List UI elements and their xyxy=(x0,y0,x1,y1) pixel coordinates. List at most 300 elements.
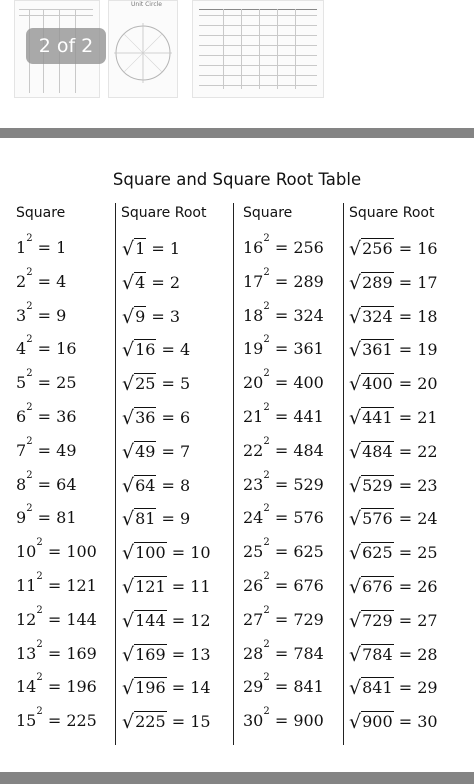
equals-sign: = xyxy=(269,677,294,696)
square-result: 49 xyxy=(56,441,77,460)
equals-sign: = xyxy=(269,610,294,629)
radical-sign-icon: √ xyxy=(122,508,135,530)
equals-sign: = xyxy=(393,442,418,461)
square-root-entry xyxy=(349,642,438,666)
radical-sign-icon: √ xyxy=(349,373,362,395)
square-exponent: 2 xyxy=(26,301,33,312)
radical-sign-icon: √ xyxy=(349,508,362,530)
square-entry xyxy=(243,402,324,429)
equals-sign: = xyxy=(156,476,181,495)
square-root-result: 23 xyxy=(417,476,438,495)
square-exponent: 2 xyxy=(263,402,270,413)
square-entry xyxy=(16,706,97,733)
equals-sign: = xyxy=(42,711,67,730)
radical-sign-icon: √ xyxy=(349,238,362,260)
square-entry xyxy=(243,639,324,666)
square-entry xyxy=(16,233,67,260)
square-root-entry xyxy=(122,709,211,733)
radicand: 324 xyxy=(362,307,393,326)
square-result: 900 xyxy=(293,711,324,730)
radicand: 625 xyxy=(362,543,393,562)
square-root-entry xyxy=(349,304,438,328)
radical xyxy=(349,608,394,633)
equals-sign: = xyxy=(269,475,294,494)
square-root-entry xyxy=(349,270,438,294)
square-root-result: 4 xyxy=(180,340,191,359)
square-root-result: 26 xyxy=(417,577,438,596)
radical xyxy=(122,709,167,734)
radical-sign-icon: √ xyxy=(122,339,135,361)
radical xyxy=(122,540,167,565)
square-root-result: 2 xyxy=(169,273,181,292)
equals-sign: = xyxy=(146,239,170,258)
square-entry xyxy=(16,672,97,699)
square-root-entry xyxy=(122,304,180,328)
radicand: 676 xyxy=(362,577,393,596)
square-root-entry xyxy=(349,236,438,260)
square-entry xyxy=(16,605,97,632)
square-base: 16 xyxy=(243,238,264,257)
equals-sign: = xyxy=(32,475,57,494)
radicand: 841 xyxy=(362,678,393,697)
square-base: 6 xyxy=(16,407,27,426)
equals-sign: = xyxy=(269,339,294,358)
square-root-result: 21 xyxy=(417,408,438,427)
radical-sign-icon: √ xyxy=(349,272,362,294)
square-root-entry xyxy=(349,473,438,497)
square-exponent: 2 xyxy=(263,267,270,278)
equals-sign: = xyxy=(393,239,418,258)
radical-sign-icon: √ xyxy=(122,441,135,463)
equals-sign: = xyxy=(42,576,67,595)
square-root-result: 9 xyxy=(180,509,191,528)
square-exponent: 2 xyxy=(36,639,43,650)
square-entry xyxy=(16,368,77,395)
square-root-result: 5 xyxy=(180,374,191,393)
square-exponent: 2 xyxy=(263,301,270,312)
radical xyxy=(349,304,394,329)
square-base: 20 xyxy=(243,373,264,392)
square-result: 784 xyxy=(293,644,324,663)
radicand: 400 xyxy=(362,374,393,393)
square-base: 15 xyxy=(16,711,37,730)
square-result: 81 xyxy=(56,508,77,527)
square-root-entry xyxy=(349,337,438,361)
square-base: 8 xyxy=(16,475,27,494)
square-entry xyxy=(243,368,324,395)
square-exponent: 2 xyxy=(263,605,270,616)
square-base: 27 xyxy=(243,610,264,629)
square-root-result: 30 xyxy=(417,712,438,731)
radicand: 729 xyxy=(362,611,393,630)
square-entry xyxy=(243,706,324,733)
square-exponent: 2 xyxy=(263,334,270,345)
square-root-entry xyxy=(349,439,438,463)
equals-sign: = xyxy=(166,645,191,664)
square-root-result: 13 xyxy=(190,645,211,664)
equals-sign: = xyxy=(269,407,294,426)
square-root-entry xyxy=(122,439,190,463)
radical-sign-icon: √ xyxy=(122,711,135,733)
square-root-result: 16 xyxy=(417,239,438,258)
square-result: 676 xyxy=(293,576,324,595)
column-divider xyxy=(115,203,116,745)
square-root-entry xyxy=(349,506,438,530)
square-entry xyxy=(16,402,77,429)
square-root-result: 25 xyxy=(417,543,438,562)
radical-sign-icon: √ xyxy=(122,610,135,632)
radicand: 121 xyxy=(135,577,166,596)
square-root-entry xyxy=(122,642,211,666)
radical xyxy=(349,405,394,430)
square-entry xyxy=(243,470,324,497)
equals-sign: = xyxy=(42,610,67,629)
radical xyxy=(349,473,394,498)
equals-sign: = xyxy=(42,542,67,561)
thumbnail-unit-circle[interactable] xyxy=(108,0,178,98)
thumbnail-page-3[interactable] xyxy=(192,0,324,98)
square-root-result: 28 xyxy=(417,645,438,664)
equals-sign: = xyxy=(166,611,191,630)
radical xyxy=(349,709,394,734)
square-root-entry xyxy=(122,608,211,632)
square-exponent: 2 xyxy=(36,571,43,582)
square-base: 5 xyxy=(16,373,27,392)
square-exponent: 2 xyxy=(263,503,270,514)
square-root-result: 27 xyxy=(417,611,438,630)
square-result: 729 xyxy=(293,610,324,629)
radicand: 784 xyxy=(362,645,393,664)
square-result: 100 xyxy=(66,542,97,561)
equals-sign: = xyxy=(393,543,418,562)
radicand: 484 xyxy=(362,442,393,461)
equals-sign: = xyxy=(393,611,418,630)
radical xyxy=(122,574,167,599)
square-exponent: 2 xyxy=(26,368,33,379)
square-root-result: 19 xyxy=(417,340,438,359)
radical xyxy=(349,337,394,362)
square-base: 23 xyxy=(243,475,264,494)
square-entry xyxy=(16,537,97,564)
square-exponent: 2 xyxy=(263,706,270,717)
square-result: 4 xyxy=(56,272,67,291)
equals-sign: = xyxy=(32,508,57,527)
square-result: 361 xyxy=(293,339,324,358)
square-result: 64 xyxy=(56,475,77,494)
radical xyxy=(122,439,156,464)
equals-sign: = xyxy=(156,340,181,359)
equals-sign: = xyxy=(269,508,294,527)
square-exponent: 2 xyxy=(263,436,270,447)
radical-sign-icon: √ xyxy=(122,238,135,260)
square-entry xyxy=(243,503,324,530)
square-entry xyxy=(243,436,324,463)
square-root-entry xyxy=(122,473,190,497)
page-title: Square and Square Root Table xyxy=(112,170,362,189)
radical xyxy=(122,675,167,700)
square-result: 1 xyxy=(56,238,67,257)
column-divider xyxy=(343,203,344,745)
square-root-entry xyxy=(349,371,438,395)
square-base: 3 xyxy=(16,306,27,325)
square-root-result: 3 xyxy=(169,307,181,326)
equals-sign: = xyxy=(269,441,294,460)
equals-sign: = xyxy=(156,374,181,393)
square-entry xyxy=(16,436,77,463)
square-entry xyxy=(243,301,324,328)
square-root-entry xyxy=(349,608,438,632)
square-root-result: 20 xyxy=(417,374,438,393)
equals-sign: = xyxy=(393,509,418,528)
equals-sign: = xyxy=(393,408,418,427)
equals-sign: = xyxy=(156,509,181,528)
radicand: 36 xyxy=(135,408,156,427)
square-entry xyxy=(16,639,97,666)
square-result: 169 xyxy=(66,644,97,663)
square-result: 36 xyxy=(56,407,77,426)
square-root-result: 6 xyxy=(180,408,191,427)
square-base: 29 xyxy=(243,677,264,696)
equals-sign: = xyxy=(393,273,418,292)
square-exponent: 2 xyxy=(26,402,33,413)
radical xyxy=(122,304,146,329)
square-root-result: 11 xyxy=(190,577,211,596)
square-entry xyxy=(16,267,67,294)
square-result: 121 xyxy=(66,576,97,595)
equals-sign: = xyxy=(166,678,191,697)
square-base: 4 xyxy=(16,339,27,358)
square-entry xyxy=(243,605,324,632)
square-exponent: 2 xyxy=(26,233,33,244)
radical-sign-icon: √ xyxy=(122,373,135,395)
square-base: 9 xyxy=(16,508,27,527)
square-result: 576 xyxy=(293,508,324,527)
radical xyxy=(349,574,394,599)
square-result: 529 xyxy=(293,475,324,494)
square-root-result: 24 xyxy=(417,509,438,528)
radical xyxy=(349,540,394,565)
square-base: 18 xyxy=(243,306,264,325)
square-result: 196 xyxy=(66,677,97,696)
square-result: 16 xyxy=(56,339,77,358)
square-root-entry xyxy=(122,574,211,598)
radical xyxy=(122,371,156,396)
square-exponent: 2 xyxy=(263,470,270,481)
square-root-entry xyxy=(122,506,190,530)
square-base: 26 xyxy=(243,576,264,595)
square-root-result: 8 xyxy=(180,476,191,495)
radical xyxy=(122,236,146,261)
square-root-entry xyxy=(349,405,438,429)
square-result: 841 xyxy=(293,677,324,696)
square-exponent: 2 xyxy=(36,537,43,548)
radical xyxy=(349,270,394,295)
square-root-result: 18 xyxy=(417,307,438,326)
square-exponent: 2 xyxy=(26,334,33,345)
radical-sign-icon: √ xyxy=(122,306,135,328)
radicand: 256 xyxy=(362,239,393,258)
radical-sign-icon: √ xyxy=(349,475,362,497)
radical-sign-icon: √ xyxy=(349,677,362,699)
square-base: 7 xyxy=(16,441,27,460)
square-root-entry xyxy=(122,540,211,564)
square-exponent: 2 xyxy=(263,571,270,582)
square-exponent: 2 xyxy=(26,436,33,447)
equals-sign: = xyxy=(393,476,418,495)
square-entry xyxy=(243,672,324,699)
equals-sign: = xyxy=(269,644,294,663)
square-result: 484 xyxy=(293,441,324,460)
square-root-result: 1 xyxy=(169,239,181,258)
radical-sign-icon: √ xyxy=(122,644,135,666)
square-base: 25 xyxy=(243,542,264,561)
radical xyxy=(122,270,146,295)
square-entry xyxy=(16,301,67,328)
equals-sign: = xyxy=(393,340,418,359)
radical-sign-icon: √ xyxy=(122,475,135,497)
equals-sign: = xyxy=(269,576,294,595)
radical-sign-icon: √ xyxy=(349,542,362,564)
radical-sign-icon: √ xyxy=(349,576,362,598)
square-base: 28 xyxy=(243,644,264,663)
square-root-entry xyxy=(349,675,438,699)
square-base: 14 xyxy=(16,677,37,696)
square-root-result: 22 xyxy=(417,442,438,461)
radicand: 25 xyxy=(135,374,156,393)
equals-sign: = xyxy=(269,272,294,291)
radicand: 900 xyxy=(362,712,393,731)
square-result: 289 xyxy=(293,272,324,291)
square-entry xyxy=(16,571,97,598)
equals-sign: = xyxy=(166,712,191,731)
radical-sign-icon: √ xyxy=(349,407,362,429)
radical xyxy=(349,675,394,700)
square-base: 10 xyxy=(16,542,37,561)
square-root-entry xyxy=(122,405,190,429)
square-exponent: 2 xyxy=(26,470,33,481)
square-exponent: 2 xyxy=(263,537,270,548)
square-base: 2 xyxy=(16,272,27,291)
radical xyxy=(349,439,394,464)
radical-sign-icon: √ xyxy=(349,711,362,733)
square-root-entry xyxy=(349,540,438,564)
equals-sign: = xyxy=(32,238,57,257)
square-result: 324 xyxy=(293,306,324,325)
equals-sign: = xyxy=(269,542,294,561)
square-base: 22 xyxy=(243,441,264,460)
square-entry xyxy=(243,537,324,564)
square-base: 12 xyxy=(16,610,37,629)
equals-sign: = xyxy=(393,307,418,326)
square-base: 21 xyxy=(243,407,264,426)
equals-sign: = xyxy=(146,273,170,292)
equals-sign: = xyxy=(393,678,418,697)
radicand: 169 xyxy=(135,645,166,664)
square-result: 441 xyxy=(293,407,324,426)
radical xyxy=(349,236,394,261)
radical xyxy=(349,371,394,396)
square-entry xyxy=(16,503,77,530)
radicand: 49 xyxy=(135,442,156,461)
thumbnail-caption: Unit Circle xyxy=(131,1,162,8)
equals-sign: = xyxy=(42,644,67,663)
square-root-entry xyxy=(122,337,190,361)
square-root-entry xyxy=(122,371,190,395)
radical-sign-icon: √ xyxy=(122,542,135,564)
equals-sign: = xyxy=(32,373,57,392)
square-exponent: 2 xyxy=(36,605,43,616)
column-header-square-left: Square xyxy=(16,205,66,221)
radicand: 81 xyxy=(135,509,156,528)
equals-sign: = xyxy=(269,306,294,325)
square-root-entry xyxy=(349,574,438,598)
square-result: 400 xyxy=(293,373,324,392)
radicand: 64 xyxy=(135,476,156,495)
square-entry xyxy=(243,571,324,598)
square-exponent: 2 xyxy=(263,368,270,379)
radical xyxy=(122,608,167,633)
radicand: 289 xyxy=(362,273,393,292)
square-exponent: 2 xyxy=(263,672,270,683)
square-root-entry xyxy=(349,709,438,733)
equals-sign: = xyxy=(393,712,418,731)
column-header-square-root-left: Square Root xyxy=(121,205,207,221)
radical xyxy=(122,506,156,531)
equals-sign: = xyxy=(42,677,67,696)
page-separator-bottom xyxy=(0,772,474,784)
square-entry xyxy=(16,334,77,361)
radicand: 100 xyxy=(135,543,166,562)
radicand: 1 xyxy=(135,239,146,258)
square-exponent: 2 xyxy=(26,267,33,278)
radicand: 576 xyxy=(362,509,393,528)
radical-sign-icon: √ xyxy=(349,441,362,463)
square-base: 1 xyxy=(16,238,27,257)
square-entry xyxy=(243,267,324,294)
square-result: 9 xyxy=(56,306,67,325)
radical xyxy=(122,405,156,430)
radicand: 529 xyxy=(362,476,393,495)
radical xyxy=(349,506,394,531)
radical xyxy=(122,473,156,498)
square-entry xyxy=(16,470,77,497)
page-separator-top xyxy=(0,128,474,138)
square-base: 11 xyxy=(16,576,37,595)
radicand: 196 xyxy=(135,678,166,697)
square-base: 17 xyxy=(243,272,264,291)
square-root-result: 10 xyxy=(190,543,211,562)
square-result: 144 xyxy=(66,610,97,629)
square-root-result: 17 xyxy=(417,273,438,292)
square-entry xyxy=(243,334,324,361)
square-result: 256 xyxy=(293,238,324,257)
radical xyxy=(349,642,394,667)
radical xyxy=(122,337,156,362)
column-divider xyxy=(233,203,234,745)
square-exponent: 2 xyxy=(263,639,270,650)
square-root-result: 12 xyxy=(190,611,211,630)
radical-sign-icon: √ xyxy=(349,610,362,632)
square-result: 625 xyxy=(293,542,324,561)
radicand: 4 xyxy=(135,273,146,292)
page-thumbnail-strip xyxy=(0,0,474,128)
equals-sign: = xyxy=(166,577,191,596)
square-base: 24 xyxy=(243,508,264,527)
equals-sign: = xyxy=(32,272,57,291)
square-exponent: 2 xyxy=(263,233,270,244)
square-root-result: 15 xyxy=(190,712,211,731)
radical-sign-icon: √ xyxy=(349,339,362,361)
